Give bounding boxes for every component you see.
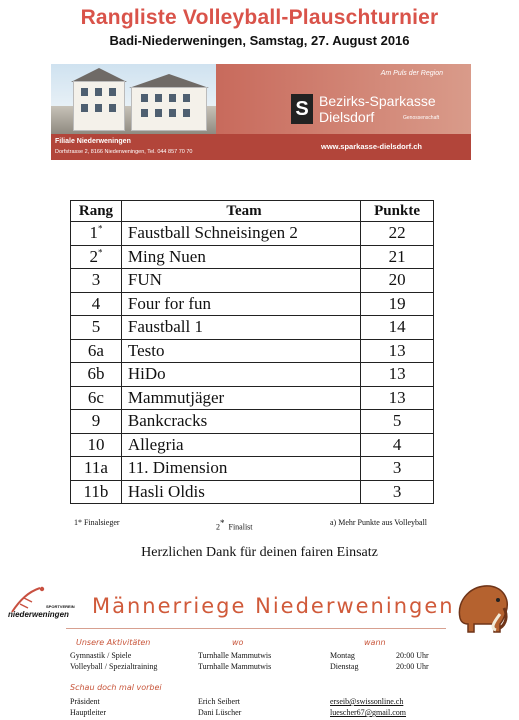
legend-finalist-text: Finalist (228, 522, 253, 532)
table-row (71, 410, 434, 434)
team-cell: Allegria (121, 433, 360, 457)
table-row (71, 386, 434, 410)
table-row (71, 222, 434, 246)
team-cell: Four for fun (121, 292, 360, 316)
rank-value: 6c (87, 387, 104, 407)
table-row (71, 245, 434, 269)
rank-value: 4 (91, 293, 101, 313)
bank-branch: Filiale Niederweningen (55, 138, 131, 145)
legend-finalsieger: 1* Finalsieger (74, 518, 120, 527)
thanks-message: Herzlichen Dank für deinen fairen Einsatz (141, 545, 378, 560)
mammoth-icon (450, 578, 514, 634)
rank-value: 6b (87, 364, 105, 384)
table-row (71, 480, 434, 504)
legend-finalist-mark: * (220, 518, 225, 528)
activity-where: Turnhalle Mammutwis (198, 651, 272, 660)
contact-name: Erich Seibert (198, 697, 240, 706)
heading-when: wann (364, 638, 386, 647)
rank-cell (71, 269, 122, 293)
rank-value: 1 (89, 223, 98, 243)
club-small-label: SPORTVEREIN (46, 604, 75, 609)
team-cell: Faustball 1 (121, 316, 360, 340)
legend-finalist-num: 2 (216, 522, 220, 532)
team-cell: Testo (121, 339, 360, 363)
table-row (71, 457, 434, 481)
rank-cell (71, 292, 122, 316)
rank-value: 5 (91, 317, 101, 337)
ranking-table (70, 200, 434, 504)
team-cell: Hasli Oldis (121, 480, 360, 504)
points-cell: 3 (361, 457, 434, 481)
team-cell: 11. Dimension (121, 457, 360, 481)
table-row (71, 269, 434, 293)
rank-mark: * (97, 247, 103, 258)
bank-address: Dorfstrasse 2, 8166 Niederweningen, Tel. 044 857 70 70 (55, 149, 193, 155)
header-team: Team (121, 201, 360, 222)
table-row (71, 292, 434, 316)
rank-cell (71, 433, 122, 457)
points-cell: 20 (361, 269, 434, 293)
activity-day: Dienstag (330, 662, 359, 671)
activity-what: Volleyball / Spezialtraining (70, 662, 158, 671)
legend-note: a) Mehr Punkte aus Volleyball (330, 518, 428, 527)
rank-cell (71, 457, 122, 481)
points-cell: 22 (361, 222, 434, 246)
rank-cell (71, 222, 122, 246)
table-header-row (71, 201, 434, 222)
table-row (71, 363, 434, 387)
legend-finalist (216, 518, 253, 532)
rank-value: 9 (91, 411, 101, 431)
points-cell: 4 (361, 433, 434, 457)
bank-website: www.sparkasse-dielsdorf.ch (321, 142, 423, 151)
bank-building-photo (51, 64, 216, 134)
activity-day: Montag (330, 651, 355, 660)
team-cell: Faustball Schneisingen 2 (121, 222, 360, 246)
activity-what: Gymnastik / Spiele (70, 651, 132, 660)
points-cell: 19 (361, 292, 434, 316)
bank-coop-label: Genossenschaft (403, 115, 440, 121)
contact-role: Präsident (70, 697, 100, 706)
bank-logo-icon: S (291, 94, 313, 124)
bank-tagline: Am Puls der Region (380, 70, 443, 77)
team-cell: Ming Nuen (121, 245, 360, 269)
rank-value: 3 (91, 270, 101, 290)
club-name: niederweningen (8, 610, 69, 619)
heading-contact: Schau doch mal vorbei (70, 683, 162, 692)
table-row (71, 316, 434, 340)
contact-email-link[interactable]: luescher67@gmail.com (330, 708, 407, 717)
rank-cell (71, 386, 122, 410)
rank-cell (71, 480, 122, 504)
rank-cell (71, 245, 122, 269)
heading-where: wo (232, 638, 244, 647)
points-cell: 14 (361, 316, 434, 340)
contact-email-link[interactable]: erseib@swissonline.ch (330, 697, 404, 706)
rank-value: 11b (83, 481, 109, 501)
activity-time: 20:00 Uhr (396, 651, 429, 660)
header-rank: Rang (71, 201, 122, 222)
footer-divider (66, 628, 446, 629)
team-cell: HiDo (121, 363, 360, 387)
points-cell: 13 (361, 386, 434, 410)
bank-name-line1: Bezirks-Sparkasse (319, 93, 436, 109)
page-subtitle: Badi-Niederweningen, Samstag, 27. August 2016 (109, 33, 410, 48)
team-cell: Mammutjäger (121, 386, 360, 410)
points-cell: 5 (361, 410, 434, 434)
table-row (71, 433, 434, 457)
rank-value: 11a (83, 458, 108, 478)
heading-activities: Unsere Aktivitäten (76, 638, 151, 647)
points-cell: 21 (361, 245, 434, 269)
rank-cell (71, 316, 122, 340)
points-cell: 13 (361, 363, 434, 387)
activity-time: 20:00 Uhr (396, 662, 429, 671)
sponsor-banner (51, 64, 471, 160)
team-cell: FUN (121, 269, 360, 293)
team-cell: Bankcracks (121, 410, 360, 434)
rank-value: 6a (87, 340, 104, 360)
points-cell: 13 (361, 339, 434, 363)
rank-value: 10 (87, 434, 105, 454)
rank-mark: * (97, 223, 103, 234)
rank-cell (71, 363, 122, 387)
activity-where: Turnhalle Mammutwis (198, 662, 272, 671)
contact-name: Dani Lüscher (198, 708, 242, 717)
header-points: Punkte (361, 201, 434, 222)
rank-cell (71, 410, 122, 434)
rank-value: 2 (89, 246, 98, 266)
rank-cell (71, 339, 122, 363)
points-cell: 3 (361, 480, 434, 504)
table-row (71, 339, 434, 363)
contact-role: Hauptleiter (70, 708, 106, 717)
page-title: Rangliste Volleyball-Plauschturnier (80, 6, 439, 29)
footer-title: Männerriege Niederweningen (92, 594, 455, 618)
bank-name-line2: Dielsdorf (319, 109, 375, 125)
